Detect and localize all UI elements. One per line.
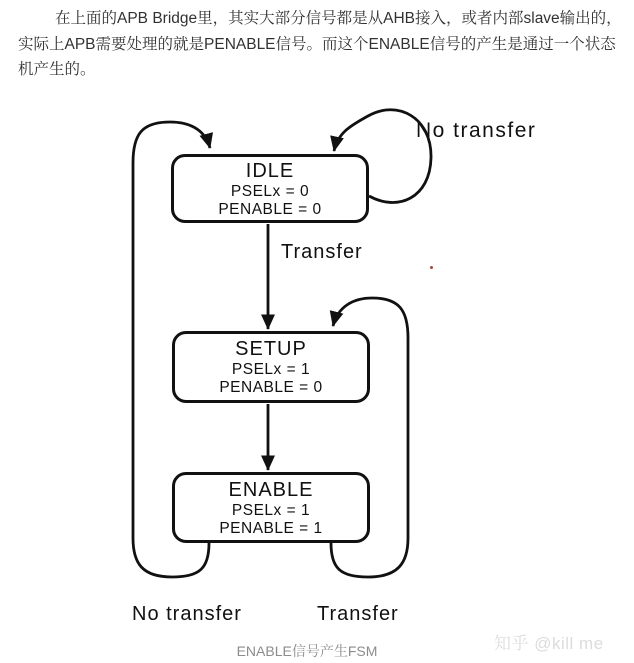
state-name: SETUP: [235, 338, 307, 360]
state-name: ENABLE: [228, 478, 314, 501]
label-no-transfer-idle: No transfer: [416, 119, 537, 142]
state-signal: PENABLE = 1: [219, 519, 323, 537]
red-dot-artifact: [430, 266, 433, 269]
state-signal: PENABLE = 0: [218, 200, 322, 218]
paragraph-line: 机产生的。: [18, 61, 96, 78]
label-no-transfer-enable-to-idle: No transfer: [132, 603, 242, 625]
intro-paragraph: [18, 6, 622, 83]
figure-caption: ENABLE信号产生FSM: [236, 643, 378, 659]
state-box-setup: [172, 331, 370, 403]
state-signal: PSELx = 1: [231, 361, 311, 378]
zhihu-watermark: 知乎 @kill me: [494, 634, 604, 653]
label-transfer-idle-to-setup: Transfer: [281, 241, 363, 263]
state-signal: PENABLE = 0: [219, 379, 323, 396]
state-box-enable: [172, 472, 370, 543]
state-name: IDLE: [245, 159, 295, 182]
state-signal: PSELx = 0: [230, 182, 310, 200]
paragraph-line: 实际上APB需要处理的就是PENABLE信号。而这个ENABLE信号的产生是通过一个状态: [18, 35, 616, 53]
label-transfer-enable-to-setup: Transfer: [317, 603, 399, 625]
paragraph-line: 在上面的APB Bridge里，其实大部分信号都是从AHB接入，或者内部slave输出的，: [55, 10, 622, 27]
state-box-idle: [171, 154, 369, 223]
state-signal: PSELx = 1: [231, 501, 311, 519]
